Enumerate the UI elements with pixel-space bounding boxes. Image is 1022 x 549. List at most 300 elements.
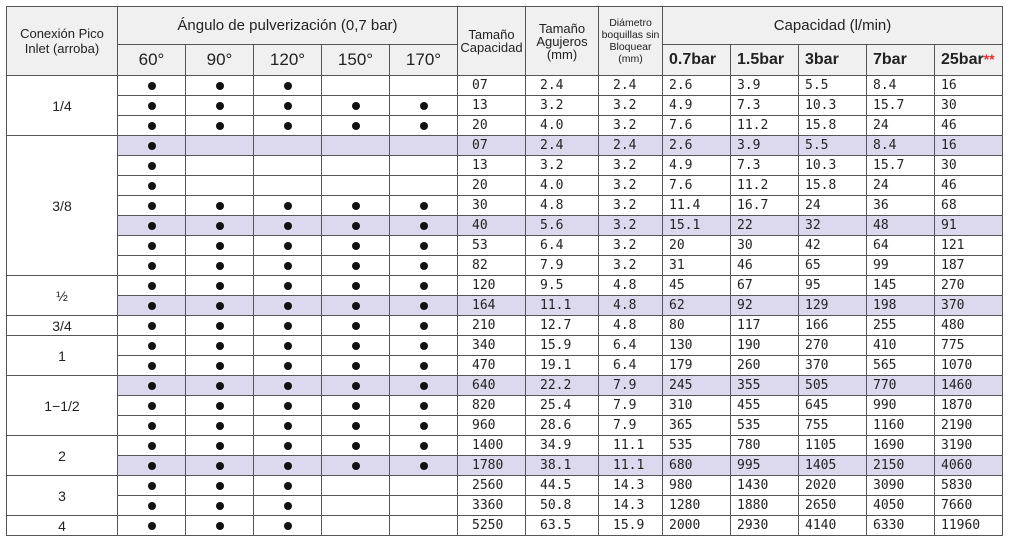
angle-cell [254,356,322,376]
angle-cell [254,496,322,516]
capacity-cell: 92 [731,296,799,316]
table-row [7,96,1003,116]
capacity-cell: 15.1 [663,216,731,236]
capacity-cell: 1870 [935,396,1003,416]
capacity-cell: 6330 [867,516,935,536]
availability-dot-icon [148,442,156,450]
availability-dot-icon [352,262,360,270]
availability-dot-icon [284,382,292,390]
availability-dot-icon [216,442,224,450]
capacity-cell: 129 [799,296,867,316]
availability-dot-icon [148,482,156,490]
capacity-cell: 16.7 [731,196,799,216]
availability-dot-icon [420,262,428,270]
capacity-cell: 5.5 [799,76,867,96]
availability-dot-icon [420,102,428,110]
free-passage-cell: 3.2 [599,216,663,236]
availability-dot-icon [420,442,428,450]
capacity-cell: 370 [935,296,1003,316]
availability-dot-icon [148,342,156,350]
size-capacity-cell: 20 [458,116,526,136]
availability-dot-icon [284,402,292,410]
capacity-cell: 4.9 [663,96,731,116]
availability-dot-icon [148,382,156,390]
angle-cell [118,156,186,176]
orifice-size-cell: 19.1 [526,356,599,376]
table-row [7,136,1003,156]
angle-cell [390,376,458,396]
free-passage-cell: 3.2 [599,96,663,116]
free-passage-cell: 11.1 [599,456,663,476]
size-capacity-cell: 13 [458,96,526,116]
capacity-cell: 198 [867,296,935,316]
free-passage-cell: 4.8 [599,296,663,316]
angle-cell [254,416,322,436]
availability-dot-icon [148,162,156,170]
availability-dot-icon [352,382,360,390]
capacity-cell: 16 [935,76,1003,96]
capacity-cell: 2650 [799,496,867,516]
capacity-cell: 355 [731,376,799,396]
angle-cell [254,96,322,116]
connection-cell: 4 [7,516,118,536]
size-capacity-cell: 210 [458,316,526,336]
capacity-cell: 99 [867,256,935,276]
capacity-cell: 68 [935,196,1003,216]
table-row [7,456,1003,476]
angle-cell [118,436,186,456]
angle-cell [118,336,186,356]
capacity-cell: 1690 [867,436,935,456]
availability-dot-icon [284,202,292,210]
angle-cell [186,276,254,296]
availability-dot-icon [216,382,224,390]
capacity-cell: 995 [731,456,799,476]
spray-angle-group-header: Ángulo de pulverización (0,7 bar) [118,7,458,45]
capacity-cell: 117 [731,316,799,336]
table-row [7,316,1003,336]
capacity-cell: 270 [935,276,1003,296]
angle-cell [118,416,186,436]
availability-dot-icon [420,222,428,230]
angle-cell [322,436,390,456]
availability-dot-icon [284,82,292,90]
capacity-cell: 30 [935,96,1003,116]
pressure-header: 7bar [867,45,935,76]
table-row [7,116,1003,136]
angle-cell [322,316,390,336]
table-row [7,276,1003,296]
availability-dot-icon [284,482,292,490]
availability-dot-icon [216,462,224,470]
availability-dot-icon [216,342,224,350]
capacity-cell: 166 [799,316,867,336]
angle-header: 150° [322,45,390,76]
size-capacity-cell: 340 [458,336,526,356]
availability-dot-icon [284,362,292,370]
angle-cell [186,196,254,216]
capacity-cell: 1105 [799,436,867,456]
header-row-top [7,7,1003,45]
capacity-cell: 2020 [799,476,867,496]
table-row [7,496,1003,516]
angle-cell [390,456,458,476]
capacity-cell: 11.4 [663,196,731,216]
capacity-cell: 270 [799,336,867,356]
orifice-size-cell: 63.5 [526,516,599,536]
availability-dot-icon [284,122,292,130]
angle-cell [390,136,458,156]
size-capacity-cell: 820 [458,396,526,416]
availability-dot-icon [284,342,292,350]
connection-cell: 1/4 [7,76,118,136]
availability-dot-icon [148,222,156,230]
size-capacity-cell: 40 [458,216,526,236]
availability-dot-icon [216,222,224,230]
capacity-cell: 10.3 [799,96,867,116]
availability-dot-icon [352,362,360,370]
table-row [7,296,1003,316]
capacity-cell: 1280 [663,496,731,516]
availability-dot-icon [216,502,224,510]
capacity-cell: 15.7 [867,156,935,176]
orifice-size-cell: 15.9 [526,336,599,356]
capacity-cell: 16 [935,136,1003,156]
availability-dot-icon [216,402,224,410]
free-passage-cell: 7.9 [599,396,663,416]
angle-cell [186,476,254,496]
angle-cell [322,456,390,476]
availability-dot-icon [420,342,428,350]
angle-cell [118,116,186,136]
size-capacity-cell: 1780 [458,456,526,476]
capacity-cell: 4140 [799,516,867,536]
capacity-cell: 36 [867,196,935,216]
capacity-cell: 505 [799,376,867,396]
orifice-size-cell: 4.8 [526,196,599,216]
size-capacity-cell: 470 [458,356,526,376]
table-row [7,156,1003,176]
orifice-size-header: Tamaño Agujeros (mm) [526,7,599,76]
connection-cell: 3/4 [7,316,118,336]
connection-cell: 2 [7,436,118,476]
capacity-cell: 95 [799,276,867,296]
capacity-cell: 2930 [731,516,799,536]
availability-dot-icon [148,402,156,410]
capacity-cell: 4050 [867,496,935,516]
capacity-cell: 4.9 [663,156,731,176]
capacity-cell: 7.3 [731,96,799,116]
table-row [7,356,1003,376]
angle-cell [390,256,458,276]
angle-cell [254,456,322,476]
free-passage-cell: 4.8 [599,276,663,296]
capacity-cell: 535 [663,436,731,456]
availability-dot-icon [420,202,428,210]
orifice-size-cell: 44.5 [526,476,599,496]
capacity-cell: 65 [799,256,867,276]
availability-dot-icon [148,82,156,90]
availability-dot-icon [284,262,292,270]
availability-dot-icon [216,202,224,210]
availability-dot-icon [284,242,292,250]
angle-cell [390,496,458,516]
availability-dot-icon [352,422,360,430]
table-body [7,76,1003,536]
angle-cell [254,136,322,156]
size-capacity-cell: 13 [458,156,526,176]
angle-cell [390,116,458,136]
availability-dot-icon [352,302,360,310]
size-capacity-cell: 20 [458,176,526,196]
capacity-cell: 1160 [867,416,935,436]
availability-dot-icon [148,522,156,530]
nozzle-spec-table [6,6,1003,536]
capacity-cell: 1405 [799,456,867,476]
angle-cell [118,516,186,536]
size-capacity-cell: 960 [458,416,526,436]
angle-cell [322,116,390,136]
orifice-size-cell: 34.9 [526,436,599,456]
angle-cell [254,276,322,296]
availability-dot-icon [148,302,156,310]
capacity-cell: 7.6 [663,116,731,136]
availability-dot-icon [352,102,360,110]
angle-cell [322,236,390,256]
capacity-cell: 310 [663,396,731,416]
angle-cell [118,96,186,116]
orifice-size-cell: 7.9 [526,256,599,276]
angle-header: 60° [118,45,186,76]
availability-dot-icon [148,122,156,130]
angle-cell [254,176,322,196]
size-capacity-cell: 07 [458,136,526,156]
orifice-size-cell: 2.4 [526,136,599,156]
angle-cell [254,516,322,536]
connection-header: Conexión Pico Inlet (arroba) [7,7,118,76]
capacity-cell: 67 [731,276,799,296]
angle-cell [118,476,186,496]
angle-cell [118,256,186,276]
angle-cell [254,316,322,336]
capacity-cell: 680 [663,456,731,476]
angle-cell [254,396,322,416]
capacity-cell: 11.2 [731,116,799,136]
angle-cell [322,416,390,436]
availability-dot-icon [284,322,292,330]
angle-cell [390,276,458,296]
capacity-cell: 535 [731,416,799,436]
free-passage-cell: 3.2 [599,256,663,276]
availability-dot-icon [284,522,292,530]
availability-dot-icon [352,402,360,410]
angle-cell [322,396,390,416]
orifice-size-cell: 3.2 [526,96,599,116]
angle-cell [322,136,390,156]
size-capacity-cell: 07 [458,76,526,96]
size-capacity-cell: 82 [458,256,526,276]
table-row [7,76,1003,96]
availability-dot-icon [420,122,428,130]
availability-dot-icon [148,462,156,470]
availability-dot-icon [284,442,292,450]
availability-dot-icon [420,382,428,390]
capacity-cell: 645 [799,396,867,416]
size-capacity-cell: 53 [458,236,526,256]
capacity-cell: 24 [867,116,935,136]
capacity-cell: 130 [663,336,731,356]
capacity-cell: 30 [731,236,799,256]
availability-dot-icon [352,442,360,450]
size-capacity-cell: 164 [458,296,526,316]
table-row [7,376,1003,396]
capacity-cell: 410 [867,336,935,356]
angle-cell [118,456,186,476]
connection-cell: ½ [7,276,118,316]
capacity-group-header: Capacidad (l/min) [663,7,1003,45]
angle-cell [322,276,390,296]
capacity-cell: 775 [935,336,1003,356]
angle-header: 170° [390,45,458,76]
pressure-label: 25bar [941,51,984,68]
availability-dot-icon [284,462,292,470]
orifice-size-cell: 50.8 [526,496,599,516]
angle-cell [390,336,458,356]
free-passage-cell: 15.9 [599,516,663,536]
availability-dot-icon [216,242,224,250]
angle-cell [186,176,254,196]
orifice-size-cell: 12.7 [526,316,599,336]
orifice-size-cell: 2.4 [526,76,599,96]
availability-dot-icon [352,282,360,290]
angle-cell [254,236,322,256]
free-passage-cell: 2.4 [599,76,663,96]
free-passage-cell: 4.8 [599,316,663,336]
availability-dot-icon [420,282,428,290]
availability-dot-icon [420,422,428,430]
angle-cell [186,516,254,536]
angle-cell [390,176,458,196]
free-passage-cell: 3.2 [599,176,663,196]
capacity-cell: 46 [731,256,799,276]
table-row [7,336,1003,356]
angle-cell [118,296,186,316]
angle-cell [254,436,322,456]
angle-cell [322,156,390,176]
availability-dot-icon [148,282,156,290]
capacity-cell: 24 [799,196,867,216]
availability-dot-icon [352,462,360,470]
availability-dot-icon [216,322,224,330]
angle-cell [118,76,186,96]
angle-cell [186,116,254,136]
angle-cell [118,376,186,396]
nozzle-spec-table-container [6,6,1003,536]
orifice-size-cell: 4.0 [526,176,599,196]
angle-cell [322,256,390,276]
angle-cell [186,416,254,436]
angle-cell [186,136,254,156]
capacity-cell: 1070 [935,356,1003,376]
capacity-cell: 5.5 [799,136,867,156]
orifice-size-cell: 9.5 [526,276,599,296]
table-row [7,196,1003,216]
angle-cell [254,296,322,316]
angle-cell [186,96,254,116]
capacity-cell: 1430 [731,476,799,496]
angle-cell [254,336,322,356]
availability-dot-icon [216,482,224,490]
capacity-cell: 455 [731,396,799,416]
connection-cell: 1 [7,336,118,376]
capacity-cell: 80 [663,316,731,336]
capacity-cell: 255 [867,316,935,336]
capacity-cell: 46 [935,176,1003,196]
capacity-cell: 46 [935,116,1003,136]
angle-cell [322,296,390,316]
availability-dot-icon [148,502,156,510]
angle-cell [390,316,458,336]
angle-cell [390,216,458,236]
free-passage-cell: 3.2 [599,236,663,256]
capacity-cell: 64 [867,236,935,256]
capacity-cell: 11960 [935,516,1003,536]
capacity-cell: 245 [663,376,731,396]
free-passage-cell: 3.2 [599,156,663,176]
capacity-cell: 2.6 [663,76,731,96]
table-row [7,436,1003,456]
capacity-cell: 48 [867,216,935,236]
angle-cell [254,216,322,236]
free-passage-cell: 3.2 [599,196,663,216]
connection-cell: 3 [7,476,118,516]
orifice-size-cell: 38.1 [526,456,599,476]
orifice-size-cell: 11.1 [526,296,599,316]
table-row [7,516,1003,536]
angle-cell [186,236,254,256]
free-passage-cell: 6.4 [599,336,663,356]
angle-cell [390,356,458,376]
free-passage-cell: 6.4 [599,356,663,376]
angle-cell [186,76,254,96]
capacity-cell: 15.8 [799,116,867,136]
free-passage-cell: 3.2 [599,116,663,136]
angle-cell [390,96,458,116]
capacity-cell: 3190 [935,436,1003,456]
availability-dot-icon [216,422,224,430]
capacity-cell: 11.2 [731,176,799,196]
table-row [7,476,1003,496]
capacity-cell: 190 [731,336,799,356]
capacity-cell: 3.9 [731,76,799,96]
angle-cell [118,216,186,236]
orifice-size-cell: 28.6 [526,416,599,436]
angle-cell [254,156,322,176]
orifice-size-cell: 6.4 [526,236,599,256]
angle-cell [390,196,458,216]
free-passage-cell: 11.1 [599,436,663,456]
availability-dot-icon [420,462,428,470]
availability-dot-icon [420,322,428,330]
angle-cell [254,256,322,276]
orifice-size-cell: 25.4 [526,396,599,416]
angle-cell [118,356,186,376]
pressure-header [935,45,1003,76]
angle-cell [322,76,390,96]
table-row [7,256,1003,276]
table-row [7,396,1003,416]
pressure-footnote-mark: ** [983,51,995,67]
